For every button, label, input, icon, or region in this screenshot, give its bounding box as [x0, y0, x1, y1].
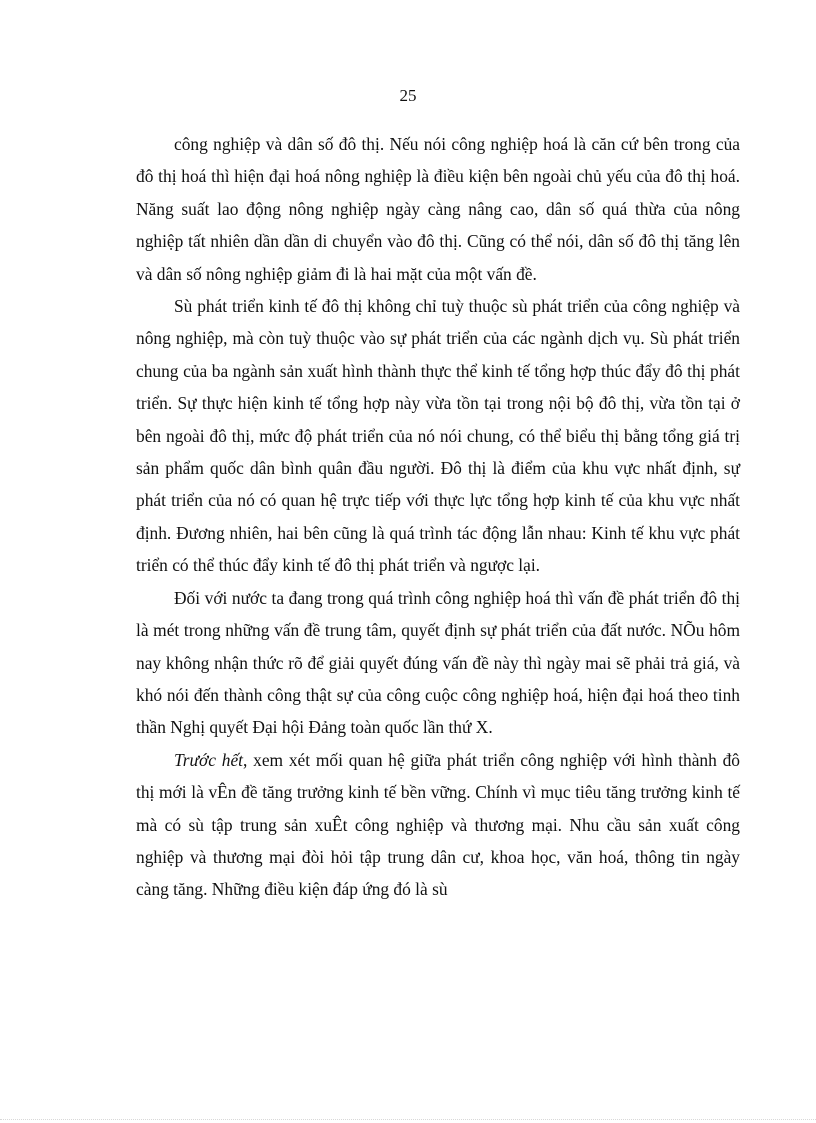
paragraph-4-text: , xem xét mối quan hệ giữa phát triển công nghiệp với hình thành đô thị mới là vÊn đề tăng trưởng kinh tế bền vững. Chính vì mục tiêu tăng trưởng kinh tế mà có sù tập trung sản xuÊt công nghiệp và thương mại. Nhu cầu sản xuất công nghiệp và thương mại đòi hỏi tập trung dân cư, khoa học, văn hoá, thông tin ngày càng tăng. Những điều kiện đáp ứng đó là sù [136, 749, 740, 900]
paragraph-4 [136, 744, 740, 906]
paragraph-2: Sù phát triển kinh tế đô thị không chỉ tuỳ thuộc sù phát triển của công nghiệp và nông nghiệp, mà còn tuỳ thuộc vào sự phát triển của các ngành dịch vụ. Sù phát triển chung của ba ngành sản xuất hình thành thực thể kinh tế tổng hợp thúc đẩy đô thị phát triển. Sự thực hiện kinh tế tổng hợp này vừa tồn tại trong nội bộ đô thị, vừa tồn tại ở bên ngoài đô thị, mức độ phát triển của nó nói chung, có thể biểu thị bằng tổng giá trị sản phẩm quốc dân bình quân đầu người. Đô thị là điểm của khu vực nhất định, sự phát triển của nó có quan hệ trực tiếp với thực lực tổng hợp kinh tế của khu vực nhất định. Đương nhiên, hai bên cũng là quá trình tác động lẫn nhau: Kinh tế khu vực phát triển có thể thúc đẩy kinh tế đô thị phát triển và ngược lại. [136, 296, 740, 576]
paragraph-4-lead-italic: Trước hết [174, 749, 243, 770]
body-text [136, 128, 740, 906]
page-number: 25 [399, 86, 417, 105]
paragraph-1: công nghiệp và dân số đô thị. Nếu nói công nghiệp hoá là căn cứ bên trong của đô thị hoá thì hiện đại hoá nông nghiệp là điều kiện bên ngoài chủ yếu của đô thị hoá. Năng suất lao động nông nghiệp ngày càng nâng cao, dân số quá thừa của nông nghiệp tất nhiên dần dần di chuyển vào đô thị. Cũng có thể nói, dân số đô thị tăng lên và dân số nông nghiệp giảm đi là hai mặt của một vấn đề. [136, 134, 740, 284]
bottom-dotted-rule [0, 1119, 816, 1120]
paragraph-3: Đối với nước ta đang trong quá trình công nghiệp hoá thì vấn đề phát triển đô thị là mét trong những vấn đề trung tâm, quyết định sự phát triển của đất nước. NÕu hôm nay không nhận thức rõ để giải quyết đúng vấn đề này thì ngày mai sẽ phải trả giá, và khó nói đến thành công thật sự của công cuộc công nghiệp hoá, hiện đại hoá theo tinh thần Nghị quyết Đại hội Đảng toàn quốc lần thứ X. [136, 587, 740, 738]
